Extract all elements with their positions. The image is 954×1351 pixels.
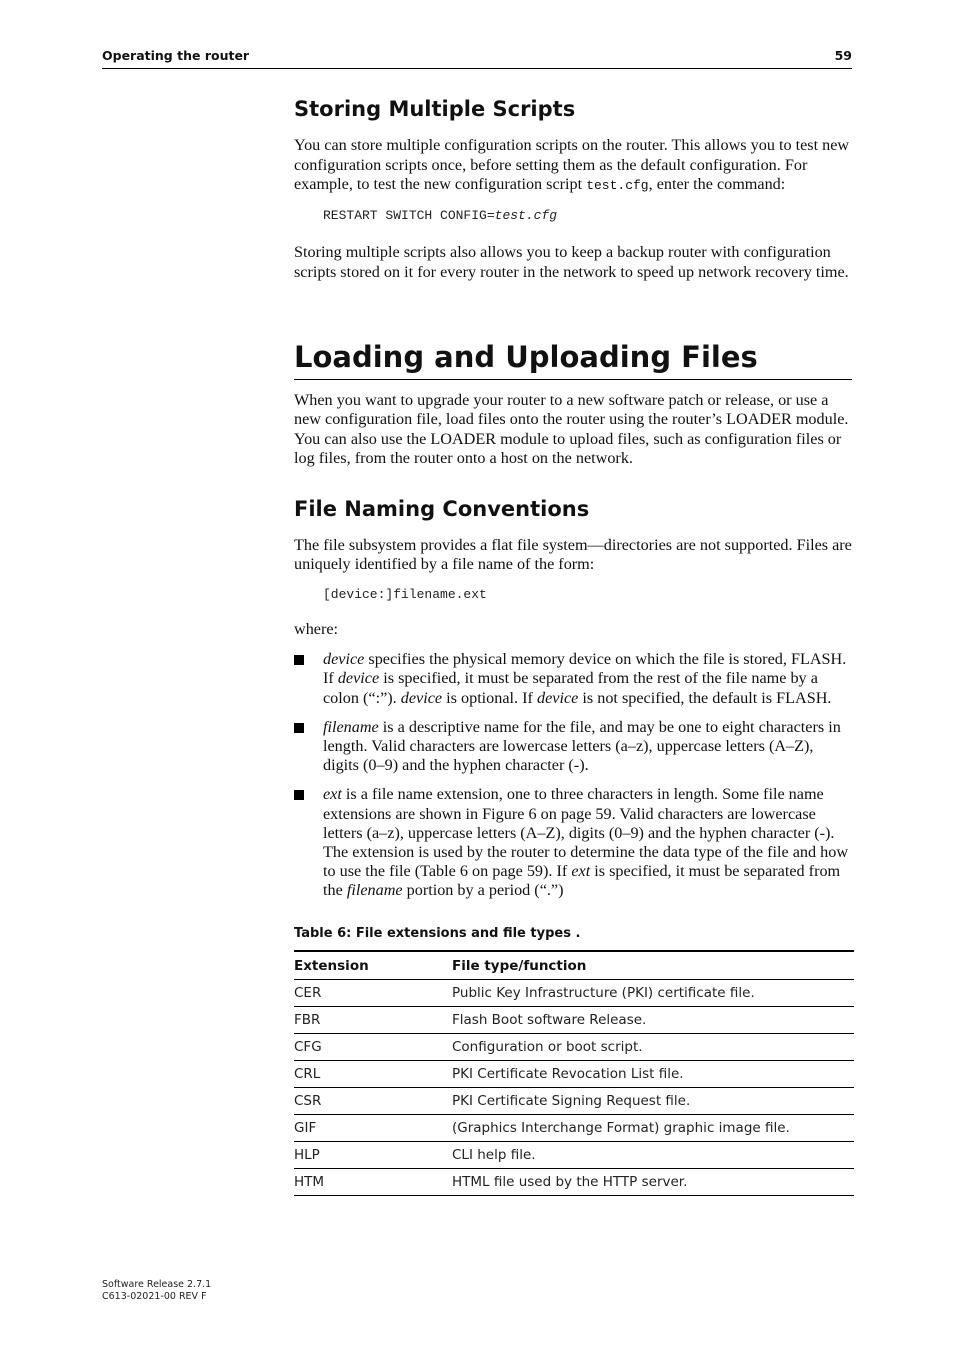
bullet-square-icon: [294, 790, 304, 800]
file-type-cell: (Graphics Interchange Format) graphic image file.: [452, 1114, 854, 1141]
table-row: [294, 1114, 854, 1141]
table-row: [294, 1006, 854, 1033]
file-type-cell: PKI Certificate Signing Request file.: [452, 1087, 854, 1114]
where-label: where:: [294, 619, 339, 638]
table-row: [294, 1168, 854, 1195]
naming-bullet-list: [294, 650, 852, 900]
running-header: [102, 48, 852, 69]
table-row: [294, 979, 854, 1006]
file-type-cell: Flash Boot software Release.: [452, 1006, 854, 1033]
extension-cell: CSR: [294, 1087, 452, 1114]
file-type-cell: PKI Certificate Revocation List file.: [452, 1060, 854, 1087]
bullet-square-icon: [294, 723, 304, 733]
storing-paragraph-2: Storing multiple scripts also allows you to keep a backup router with configuration scripts stored on it for every router in the network to speed up network recovery time.: [294, 243, 849, 281]
header-section-title: Operating the router: [102, 48, 250, 63]
naming-paragraph: The file subsystem provides a flat file system—directories are not supported. Files are uniquely identified by a file name of the form:: [294, 535, 852, 574]
page-footer: [102, 1279, 211, 1303]
extension-cell: CFG: [294, 1033, 452, 1060]
filename-form: [device:]filename.ext: [323, 586, 487, 602]
extension-cell: HTM: [294, 1168, 452, 1195]
table-row: [294, 1060, 854, 1087]
page-number: 59: [834, 48, 852, 63]
list-item: ext is a file name extension, one to three characters in length. Some file name extensions are shown in Figure 6 on page 59. Valid characters are lowercase letters (a–z), uppercase letters (A–Z), digits (0–9) and the hyphen character (-). The extension is used by the router to determine the data type of the file and how to use the file (Table 6 on page 59). If ext is specified, it must be separated from the filename portion by a period (“.”): [294, 785, 852, 900]
extension-cell: CRL: [294, 1060, 452, 1087]
page-content: [294, 96, 852, 1196]
table-body: [294, 979, 854, 1195]
list-item: device specifies the physical memory device on which the file is stored, FLASH. If device is specified, it must be separated from the rest of the file name by a colon (“:”). device is optional. If device is not specified, the default is FLASH.: [294, 650, 852, 708]
file-type-cell: Public Key Infrastructure (PKI) certificate file.: [452, 979, 854, 1006]
heading-storing-multiple-scripts: Storing Multiple Scripts: [294, 97, 576, 121]
table-caption: Table 6: File extensions and file types .: [294, 925, 581, 941]
extension-cell: HLP: [294, 1141, 452, 1168]
file-type-cell: HTML file used by the HTTP server.: [452, 1168, 854, 1195]
loading-paragraph: When you want to upgrade your router to a new software patch or release, or use a new configuration file, load files onto the router using the router’s LOADER module. You can also use the LOADER module to upload files, such as configuration files or log files, from the router onto a host on the network.: [294, 391, 849, 468]
column-header-extension: Extension: [294, 951, 452, 980]
file-type-cell: CLI help file.: [452, 1141, 854, 1168]
command-example: RESTART SWITCH CONFIG=test.cfg: [323, 208, 558, 224]
footer-release: Software Release 2.7.1: [102, 1279, 212, 1290]
bullet-square-icon: [294, 655, 304, 665]
table-row: [294, 1141, 854, 1168]
extension-cell: GIF: [294, 1114, 452, 1141]
heading-loading-and-uploading-files: Loading and Uploading Files: [294, 340, 852, 380]
file-extensions-table: [294, 950, 854, 1196]
column-header-file-type: File type/function: [452, 951, 854, 980]
file-type-cell: Configuration or boot script.: [452, 1033, 854, 1060]
heading-file-naming-conventions: File Naming Conventions: [294, 496, 590, 521]
extension-cell: CER: [294, 979, 452, 1006]
table-row: [294, 1087, 854, 1114]
table-row: [294, 1033, 854, 1060]
inline-code-filename: test.cfg: [586, 178, 649, 194]
storing-paragraph-1: You can store multiple configuration scripts on the router. This allows you to test new configuration scripts once, before setting them as the default configuration. For example, to test the new configuration script test.cfg, enter the command:: [294, 136, 850, 194]
footer-doc-number: C613-02021-00 REV F: [102, 1291, 207, 1302]
extension-cell: FBR: [294, 1006, 452, 1033]
list-item: filename is a descriptive name for the file, and may be one to eight characters in length. Valid characters are lowercase letters (a–z), uppercase letters (A–Z), digits (0–9) and the hyphen character (-).: [294, 718, 852, 776]
table-header-row: [294, 951, 854, 980]
